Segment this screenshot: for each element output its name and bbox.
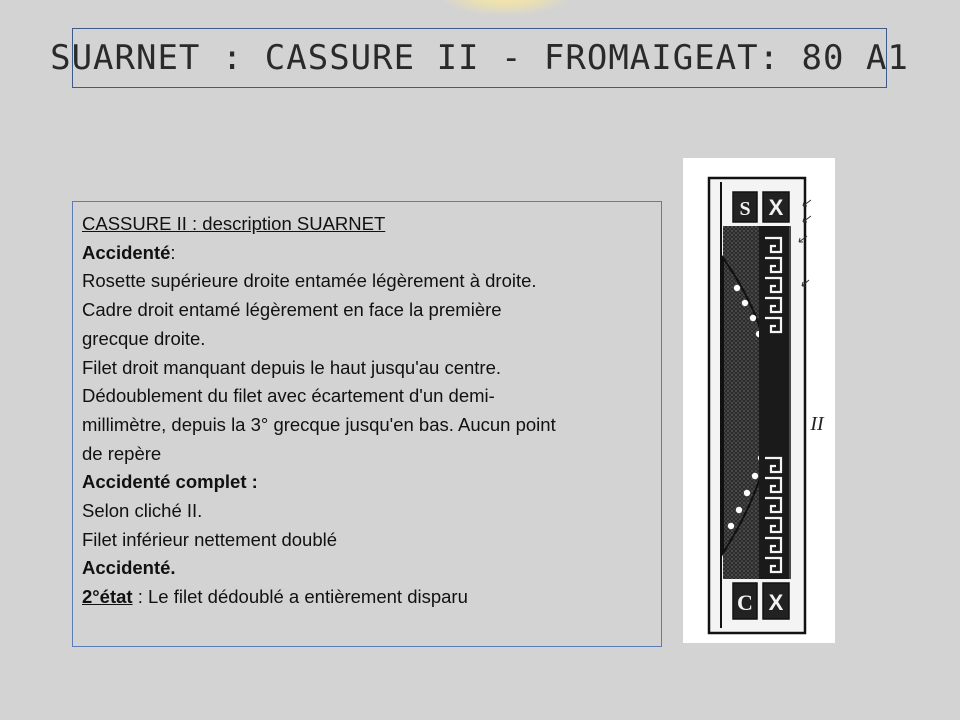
section-accidente-label: Accidenté	[82, 241, 171, 263]
description-line: Rosette supérieure droite entamée légèrement à droite.	[82, 270, 537, 292]
slide-title: SUARNET : CASSURE II - FROMAIGEAT: 80 A1	[50, 38, 909, 78]
description-line: grecque droite.	[82, 327, 206, 349]
stamp-fragment-image	[683, 158, 835, 643]
description-line: Dédoublement du filet avec écartement d'un demi-	[82, 385, 495, 407]
margin-mark: II	[810, 413, 824, 435]
corner-letter-bottom-left: C	[737, 590, 753, 615]
description-line: Cadre droit entamé légèrement en face la première	[82, 299, 502, 321]
description-line: Selon cliché II.	[82, 500, 203, 522]
title-box	[50, 28, 909, 88]
section-accidente	[82, 239, 661, 268]
description-line: de repère	[82, 442, 162, 464]
description-box	[72, 201, 662, 647]
stamp-fragment-drawing	[683, 158, 835, 643]
section-accidente-label-2: Accidenté.	[82, 557, 176, 579]
corner-letter-top-right: X	[768, 195, 784, 220]
corner-letter-bottom-right: X	[768, 590, 784, 615]
state-label: 2°état	[82, 586, 133, 608]
description-line: Filet droit manquant depuis le haut jusqu'au centre.	[82, 356, 502, 378]
description-line: Filet inférieur nettement doublé	[82, 528, 338, 550]
light-glow	[440, 0, 570, 15]
section-accidente-complet-label: Accidenté complet :	[82, 471, 258, 493]
state-text: : Le filet dédoublé a entièrement disparu	[132, 586, 468, 608]
description-heading: CASSURE II : description SUARNET	[82, 213, 386, 234]
section-accidente-colon: :	[170, 241, 176, 263]
state-line	[82, 583, 661, 612]
corner-letter-top-left: S	[739, 198, 751, 220]
description-line: millimètre, depuis la 3° grecque jusqu'en bas. Aucun point	[82, 413, 556, 435]
